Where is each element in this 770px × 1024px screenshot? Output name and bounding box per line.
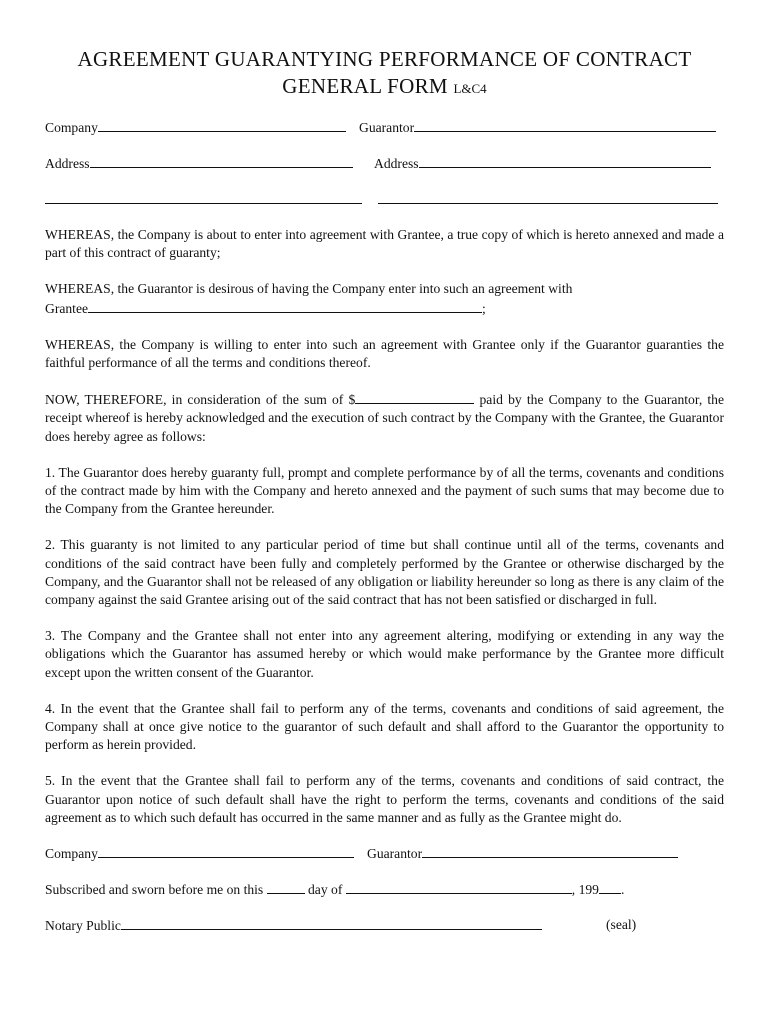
document-title (45, 46, 724, 102)
sworn-row (45, 880, 724, 898)
whereas-paragraph-2 (45, 280, 724, 317)
notary-public-label: Notary Public (45, 918, 121, 934)
guarantor-signature-blank[interactable] (422, 844, 678, 858)
guarantor-address-blank[interactable] (419, 154, 711, 168)
whereas-guarantor-text: WHEREAS, the Guarantor is desirous of having the Company enter into such an agreement with (45, 281, 573, 297)
clause-3: 3. The Company and the Grantee shall not enter into any agreement altering, modifying or extending in any way the obligations which the Guarantor has assumed hereby or which would make performance by the Grantee more difficult except upon the written consent of the Guarantor. (45, 628, 724, 680)
signature-company-label: Company (45, 846, 98, 862)
grantee-label: Grantee (45, 300, 89, 316)
sworn-year-blank[interactable] (599, 880, 621, 894)
signature-guarantor-label: Guarantor (367, 846, 423, 862)
seal-label: (seal) (606, 917, 637, 933)
consideration-sum-blank[interactable] (355, 390, 474, 404)
notary-row (45, 916, 724, 934)
address-row (45, 154, 724, 172)
company-guarantor-row (45, 118, 724, 136)
signature-row (45, 844, 724, 862)
company-name-blank[interactable] (98, 118, 346, 132)
address-second-row (45, 190, 724, 208)
guarantor-address-line-2-blank[interactable] (378, 190, 718, 204)
now-therefore-start: NOW, THEREFORE, in consideration of the sum of $ (45, 392, 356, 408)
grantee-name-blank[interactable] (88, 299, 482, 313)
clause-2: 2. This guaranty is not limited to any particular period of time but shall continue until all of the terms, covenants and conditions of the said contract have been fully and completely performed by the Grantee or otherwise discharged by the Company, and the Guarantor shall not be released of any obligation or liability hereunder so long as there is any claim of the company against the said Grantee arising out of the said contract that has not been satisfied or discharged in full. (45, 537, 724, 608)
now-therefore-rest: paid by the Company to the Guarantor, the receipt whereof is hereby acknowledged and the execution of such contract by the Company with the Grantee, the Guarantor does hereby agree as follows: (45, 392, 725, 444)
company-signature-blank[interactable] (98, 844, 354, 858)
whereas-paragraph-3: WHEREAS, the Company is willing to enter into such an agreement with Grantee only if the Guarantor guaranties the faithful performance of all the terms and conditions thereof. (45, 336, 724, 371)
notary-signature-blank[interactable] (121, 916, 542, 930)
company-address-line-2-blank[interactable] (45, 190, 362, 204)
whereas-paragraph-1: WHEREAS, the Company is about to enter into agreement with Grantee, a true copy of which is hereto annexed and made a part of this contract of guaranty; (45, 227, 724, 261)
clause-1: 1. The Guarantor does hereby guaranty full, prompt and complete performance by of all the terms, covenants and conditions of the contract made by him with the Company and hereto annexed and the payment of such sums that may become due to the Company from the Grantee hereunder. (45, 464, 724, 517)
title-line-2: GENERAL FORM (282, 74, 448, 98)
guarantor-name-blank[interactable] (414, 118, 716, 132)
sworn-text-start: Subscribed and sworn before me on this (45, 882, 267, 898)
sworn-text-day-of: day of (304, 882, 346, 898)
guarantor-address-label: Address (374, 156, 419, 171)
title-line-1: AGREEMENT GUARANTYING PERFORMANCE OF CONTRACT (77, 47, 692, 71)
company-label: Company (45, 120, 98, 135)
guarantor-label: Guarantor (359, 120, 415, 135)
form-code: L&C4 (453, 81, 487, 96)
sworn-period: . (620, 882, 625, 898)
clause-5: 5. In the event that the Grantee shall fail to perform any of the terms, covenants and conditions of said contract, the Guarantor upon notice of such default shall have the right to perform the terms, covenants and conditions of the said agreement as to which such default has occurred in the same manner and as fully as the Grantee might do. (45, 773, 724, 825)
semicolon: ; (482, 300, 486, 316)
sworn-text-year: , 199 (571, 882, 599, 898)
now-therefore-paragraph (45, 390, 724, 446)
sworn-day-blank[interactable] (267, 880, 305, 894)
sworn-month-blank[interactable] (346, 880, 572, 894)
clause-4: 4. In the event that the Grantee shall fail to perform any of the terms, covenants and conditions of said agreement, the Company shall at once give notice to the guarantor of such default and shall afford to the Guarantor the opportunity to perform as herein provided. (45, 700, 724, 753)
company-address-label: Address (45, 156, 90, 171)
company-address-blank[interactable] (90, 154, 353, 168)
